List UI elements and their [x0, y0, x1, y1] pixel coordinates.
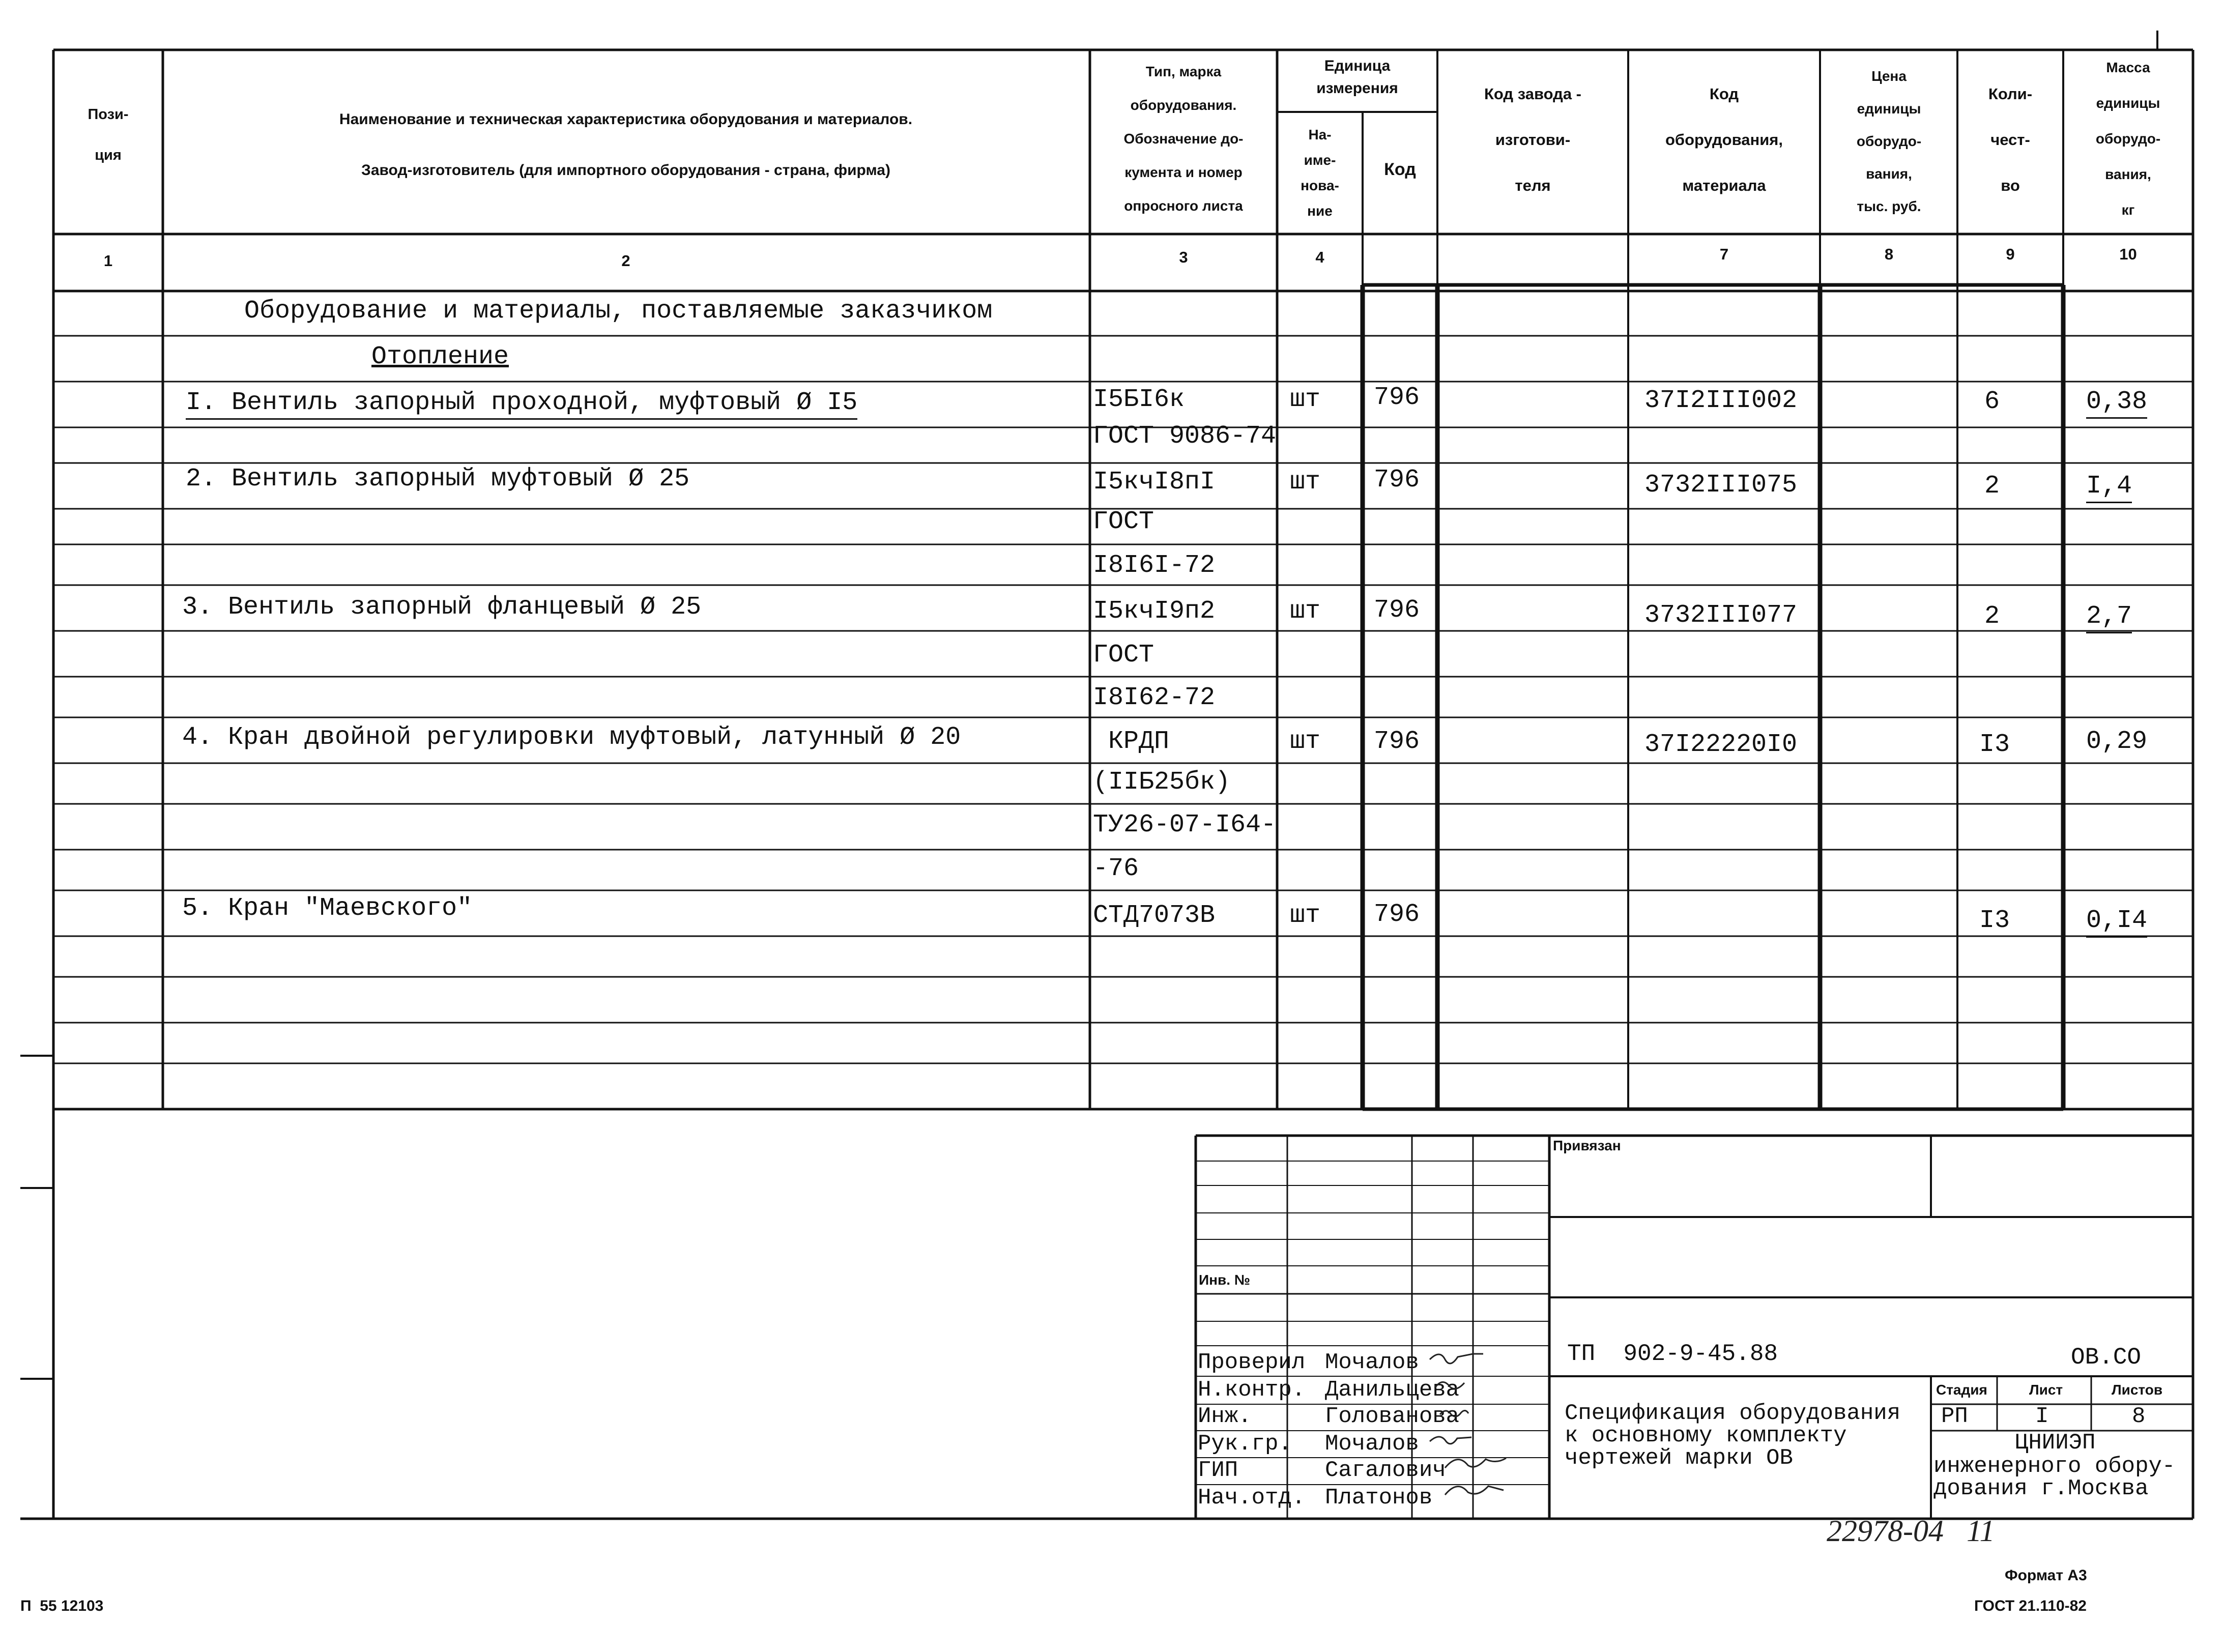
section-title: Оборудование и материалы, поставляемые заказчиком: [244, 297, 993, 326]
row-6-code: 796: [1374, 596, 1420, 625]
header-col-unit-group-line1: Единица: [1324, 57, 1391, 74]
row-6-mass: 2,7: [2086, 601, 2132, 633]
header-col-material-code-line3: материала: [1682, 177, 1766, 194]
row-1-type: I5БI6к: [1093, 385, 1185, 414]
header-col-unit-group-line2: измерения: [1316, 80, 1398, 97]
header-col-factory-code-line2: изготови-: [1495, 131, 1571, 149]
role-5-label: ГИП: [1198, 1458, 1238, 1483]
header-col-mass: [2064, 50, 2192, 228]
row-13-name: 5. Кран "Маевского": [182, 894, 473, 923]
row-13-mass: 0,I4: [2086, 906, 2147, 938]
col-number-7: 7: [1719, 245, 1729, 263]
gost-label: ГОСТ 21.110-82: [1974, 1598, 2087, 1614]
row-1-unit: шт: [1290, 385, 1321, 414]
header-col-qty-line3: во: [2001, 177, 2020, 194]
header-col-mass-line1: Масса: [2106, 60, 2150, 75]
role-2-label: Н.контр.: [1198, 1377, 1306, 1403]
col-number-2: 2: [621, 252, 630, 270]
col-number-3: 3: [1179, 248, 1188, 266]
row-3-qty: 2: [1984, 472, 2000, 501]
row-4-type: ГОСТ: [1093, 507, 1154, 536]
row-6-qty: 2: [1984, 602, 2000, 631]
header-col-type-line3: Обозначение до-: [1123, 131, 1244, 147]
header-col-price-line5: тыс. руб.: [1857, 198, 1921, 214]
stage-label: Стадия: [1936, 1382, 1987, 1398]
org-line-2: инженерного обору-: [1933, 1454, 2176, 1479]
row-13-code: 796: [1374, 900, 1420, 929]
col-number-4: 4: [1315, 248, 1324, 266]
signatures: [1425, 1348, 1547, 1516]
row-3-mat-code: 3732III075: [1644, 471, 1798, 500]
col-number-10: 10: [2119, 245, 2137, 263]
row-6-name: 3. Вентиль запорный фланцевый Ø 25: [182, 593, 702, 622]
desc-line-1: Спецификация оборудования: [1565, 1401, 1901, 1426]
row-7-type: ГОСТ: [1093, 641, 1154, 670]
header-col-name-line2: Завод-изготовитель (для импортного оборудования - страна, фирма): [361, 162, 890, 179]
section-subtitle: Отопление: [371, 342, 509, 371]
role-1-name: Мочалов: [1325, 1350, 1419, 1375]
title-block-inv: Инв. №: [1199, 1272, 1251, 1288]
header-col-mass-line5: кг: [2121, 202, 2135, 218]
header-col-material-code: [1629, 71, 1819, 209]
format-label: Формат А3: [2005, 1567, 2087, 1584]
header-col-position-line1: Пози-: [88, 106, 129, 123]
stage-value: РП: [1941, 1404, 1968, 1429]
header-col-price-line1: Цена: [1871, 68, 1907, 84]
stamp-label: П 55 12103: [20, 1598, 104, 1614]
row-6-mat-code: 3732III077: [1644, 601, 1798, 630]
role-6-name: Платонов: [1325, 1485, 1433, 1511]
title-block-privyazan: Привязан: [1553, 1138, 1621, 1153]
header-col-factory-code: [1438, 71, 1627, 209]
row-8-type: I8I62-72: [1093, 683, 1216, 712]
header-col-price-line3: оборудо-: [1856, 133, 1922, 149]
row-1-code: 796: [1374, 383, 1420, 412]
role-3-name: Голованова: [1325, 1404, 1460, 1429]
desc-line-2: к основному комплекту: [1565, 1423, 1847, 1448]
role-6-label: Нач.отд.: [1198, 1485, 1306, 1511]
sheets-label: Листов: [2112, 1382, 2163, 1398]
row-3-name: 2. Вентиль запорный муфтовый Ø 25: [186, 465, 690, 494]
org-line-3: дования г.Москва: [1933, 1476, 2149, 1501]
row-1-name: I. Вентиль запорный проходной, муфтовый Ø I5: [186, 388, 857, 420]
row-9-type: КРДП: [1093, 727, 1170, 756]
desc-line-3: чертежей марки ОВ: [1565, 1445, 1793, 1471]
header-col-factory-code-line3: теля: [1515, 177, 1551, 194]
row-9-name: 4. Кран двойной регулировки муфтовый, латунный Ø 20: [182, 723, 961, 752]
row-1-mass: 0,38: [2086, 387, 2147, 419]
row-13-unit: шт: [1290, 901, 1321, 930]
col-number-9: 9: [2006, 245, 2015, 263]
header-col-type-line2: оборудования.: [1130, 97, 1237, 113]
role-4-label: Рук.гр.: [1198, 1431, 1292, 1457]
header-col-unit-name-line1: На-: [1308, 127, 1332, 142]
org-line-1: ЦНИИЭП: [2015, 1430, 2096, 1456]
header-col-position: [56, 94, 160, 176]
row-3-mass: I,4: [2086, 471, 2132, 503]
header-col-mass-line3: оборудо-: [2095, 131, 2161, 147]
header-col-unit-code: [1364, 153, 1436, 186]
row-13-type: СТД7073В: [1093, 901, 1216, 930]
header-col-name: [165, 94, 1086, 196]
sheet-label: Лист: [2029, 1382, 2063, 1398]
header-col-type-line5: опросного листа: [1124, 198, 1243, 214]
title-block-description: [1565, 1400, 1900, 1480]
header-col-type-line1: Тип, марка: [1145, 64, 1222, 79]
header-col-price-line4: вания,: [1866, 166, 1912, 182]
header-col-type-line4: кумента и номер: [1124, 164, 1243, 180]
sheets-value: 8: [2132, 1404, 2146, 1429]
header-col-position-line2: ция: [95, 147, 122, 163]
handwritten-number: 22978-04 11: [1827, 1514, 1995, 1548]
header-col-qty: [1958, 71, 2062, 209]
role-3-label: Инж.: [1198, 1404, 1252, 1429]
col-number-1: 1: [103, 252, 113, 270]
title-block-sheet-code: ОВ.СО: [2071, 1344, 2142, 1371]
header-col-material-code-line1: Код: [1709, 85, 1739, 103]
role-2-name: Данильцева: [1325, 1377, 1460, 1403]
header-col-factory-code-line1: Код завода -: [1484, 85, 1581, 103]
header-col-unit-code-label: Код: [1384, 160, 1416, 179]
title-block-doc-code: ТП 902-9-45.88: [1567, 1341, 1778, 1367]
sheet-value: I: [2035, 1404, 2049, 1429]
row-5-type: I8I6I-72: [1093, 551, 1216, 580]
row-2-type: ГОСТ 9086-74: [1093, 422, 1277, 451]
header-col-mass-line2: единицы: [2096, 95, 2160, 111]
row-11-type: ТУ26-07-I64-: [1093, 810, 1277, 839]
col-number-8: 8: [1884, 245, 1894, 263]
row-12-type: -76: [1093, 854, 1139, 883]
header-col-qty-line2: чест-: [1990, 131, 2030, 149]
row-3-type: I5кчI8пI: [1093, 468, 1216, 497]
row-9-unit: шт: [1290, 727, 1321, 756]
header-col-mass-line4: вания,: [2105, 166, 2151, 182]
header-col-unit-name-line3: нова-: [1301, 178, 1339, 193]
row-3-code: 796: [1374, 466, 1420, 495]
header-col-type: [1091, 55, 1276, 223]
row-10-type: (IIБ25бк): [1093, 768, 1231, 797]
role-5-name: Сагалович: [1325, 1458, 1446, 1483]
role-4-name: Мочалов: [1325, 1431, 1419, 1457]
row-1-mat-code: 37I2III002: [1644, 386, 1798, 415]
header-col-price-line2: единицы: [1857, 101, 1921, 117]
row-6-unit: шт: [1290, 597, 1321, 626]
title-block-org: [1933, 1430, 2175, 1509]
row-3-unit: шт: [1290, 468, 1321, 497]
header-col-material-code-line2: оборудования,: [1665, 131, 1783, 149]
row-13-qty: I3: [1979, 906, 2010, 935]
row-9-code: 796: [1374, 727, 1420, 756]
header-col-unit-name: [1278, 122, 1362, 224]
header-col-price: [1822, 60, 1956, 223]
header-col-unit-name-line2: име-: [1304, 152, 1336, 168]
row-6-type: I5кчI9п2: [1093, 597, 1216, 626]
row-9-mat-code: 37I22220I0: [1644, 730, 1798, 759]
row-9-mass: 0,29: [2086, 727, 2148, 756]
row-1-qty: 6: [1984, 387, 2000, 416]
row-9-qty: I3: [1979, 730, 2010, 759]
header-col-unit-name-line4: ние: [1307, 203, 1333, 219]
header-col-qty-line1: Коли-: [1988, 85, 2033, 103]
header-col-name-line1: Наименование и техническая характеристика оборудования и материалов.: [339, 111, 913, 128]
header-col-unit-group: [1278, 55, 1436, 100]
role-1-label: Проверил: [1198, 1350, 1306, 1375]
